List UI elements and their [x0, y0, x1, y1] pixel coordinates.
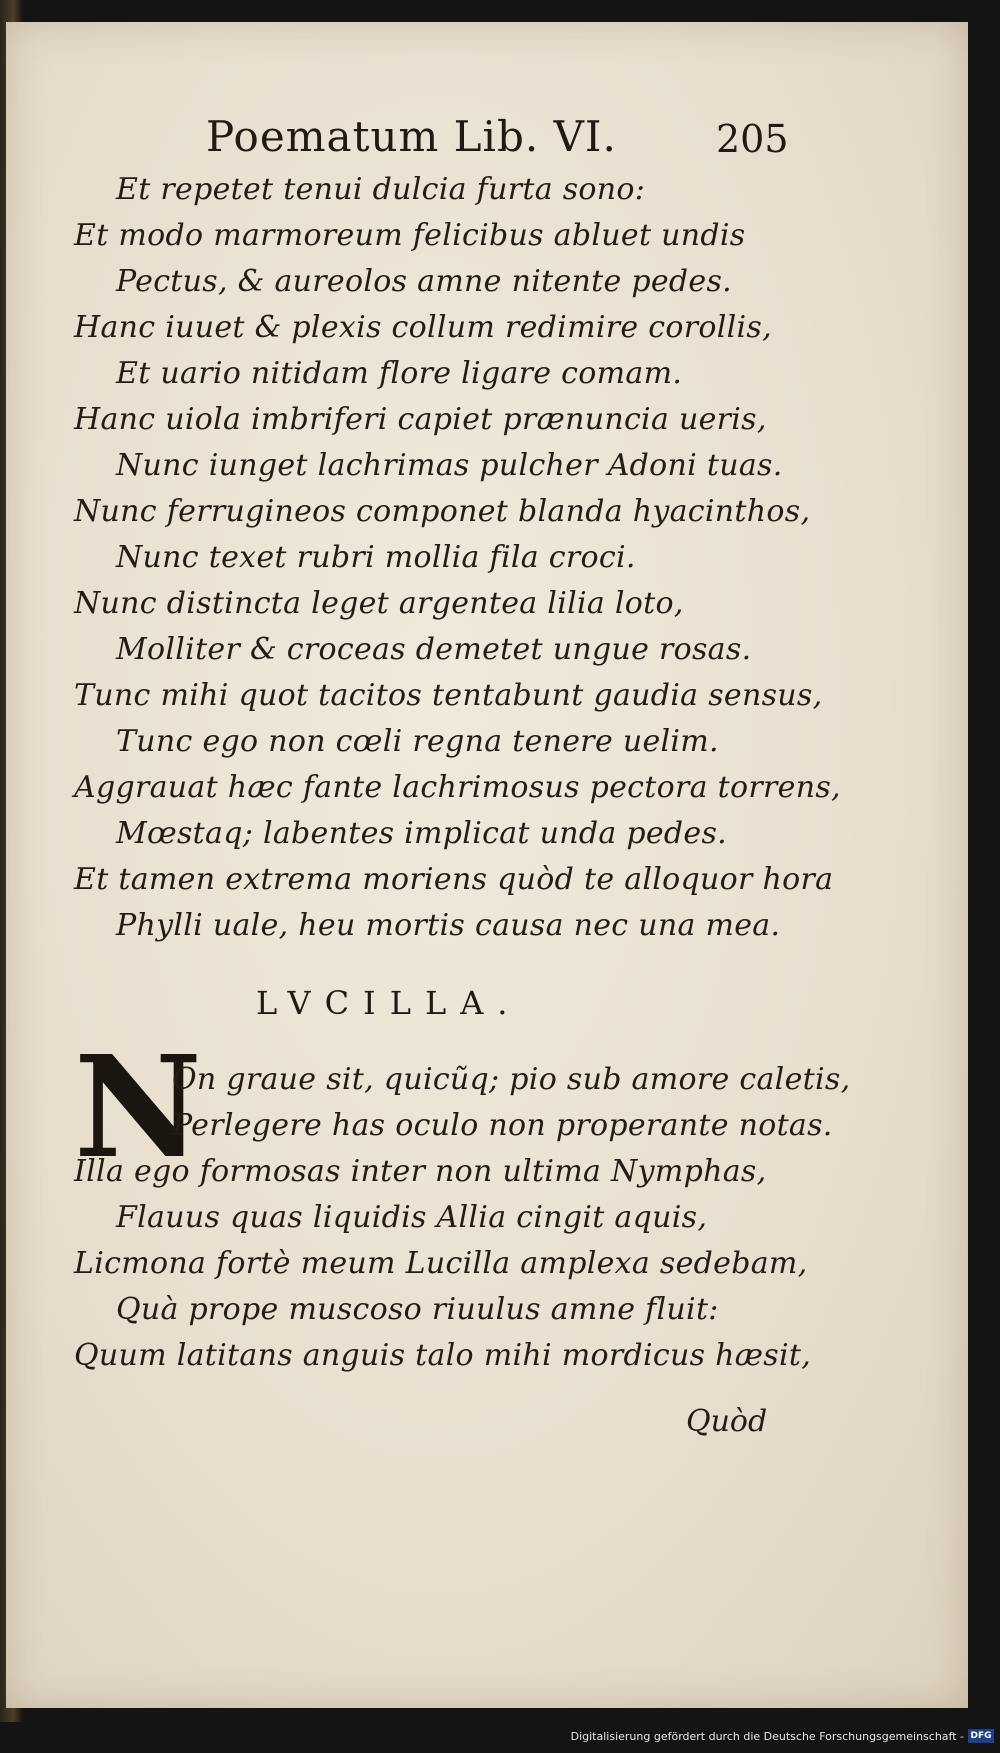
verse-line: Tunc ego non cœli regna tenere uelim.: [116, 724, 719, 759]
verse-line: Licmona fortè meum Lucilla amplexa sedebam,: [74, 1246, 808, 1281]
verse-line: Nunc distincta leget argentea lilia loto,: [74, 586, 684, 621]
verse-line: Et tamen extrema moriens quòd te alloquor hora: [74, 862, 834, 897]
digitization-credit: Digitalisierung gefördert durch die Deutsche Forschungsgemeinschaft -: [570, 1730, 964, 1743]
drop-cap: N: [74, 1026, 202, 1190]
verse-line: Hanc uiola imbriferi capiet prænuncia ueris,: [74, 402, 767, 437]
verse-line: Nunc iunget lachrimas pulcher Adoni tuas.: [116, 448, 783, 483]
verse-line: Phylli uale, heu mortis causa nec una mea.: [116, 908, 781, 943]
verse-line: Illa ego formosas inter non ultima Nymphas,: [74, 1154, 767, 1189]
verse-line: Et modo marmoreum felicibus abluet undis: [74, 218, 746, 253]
verse-line: Pectus, & aureolos amne nitente pedes.: [116, 264, 733, 299]
verse-line: Tunc mihi quot tacitos tentabunt gaudia sensus,: [74, 678, 823, 713]
page-number: 205: [716, 117, 789, 161]
book-page: [6, 22, 968, 1708]
verse-line: Nunc ferrugineos componet blanda hyacinthos,: [74, 494, 811, 529]
verse-line: Perlegere has oculo non properante notas.: [172, 1108, 833, 1143]
dfg-logo-icon: DFG: [968, 1729, 994, 1743]
verse-line: Molliter & croceas demetet ungue rosas.: [116, 632, 752, 667]
verse-line: Et uario nitidam flore ligare comam.: [116, 356, 683, 391]
catchword: Quòd: [686, 1404, 768, 1439]
verse-line: Et repetet tenui dulcia furta sono:: [116, 172, 646, 207]
running-title: Poematum Lib. VI.: [206, 112, 617, 161]
verse-line: Quà prope muscoso riuulus amne fluit:: [116, 1292, 719, 1327]
verse-line: Aggrauat hæc fante lachrimosus pectora torrens,: [74, 770, 841, 805]
verse-line: Flauus quas liquidis Allia cingit aquis,: [116, 1200, 708, 1235]
verse-line: Hanc iuuet & plexis collum redimire corollis,: [74, 310, 772, 345]
verse-line: Mœstaq; labentes implicat unda pedes.: [116, 816, 727, 851]
verse-line: On graue sit, quicũq; pio sub amore caletis,: [172, 1062, 851, 1097]
verse-line: Quum latitans anguis talo mihi mordicus hæsit,: [74, 1338, 812, 1373]
verse-line: Nunc texet rubri mollia fila croci.: [116, 540, 636, 575]
section-title: LVCILLA.: [256, 984, 522, 1022]
